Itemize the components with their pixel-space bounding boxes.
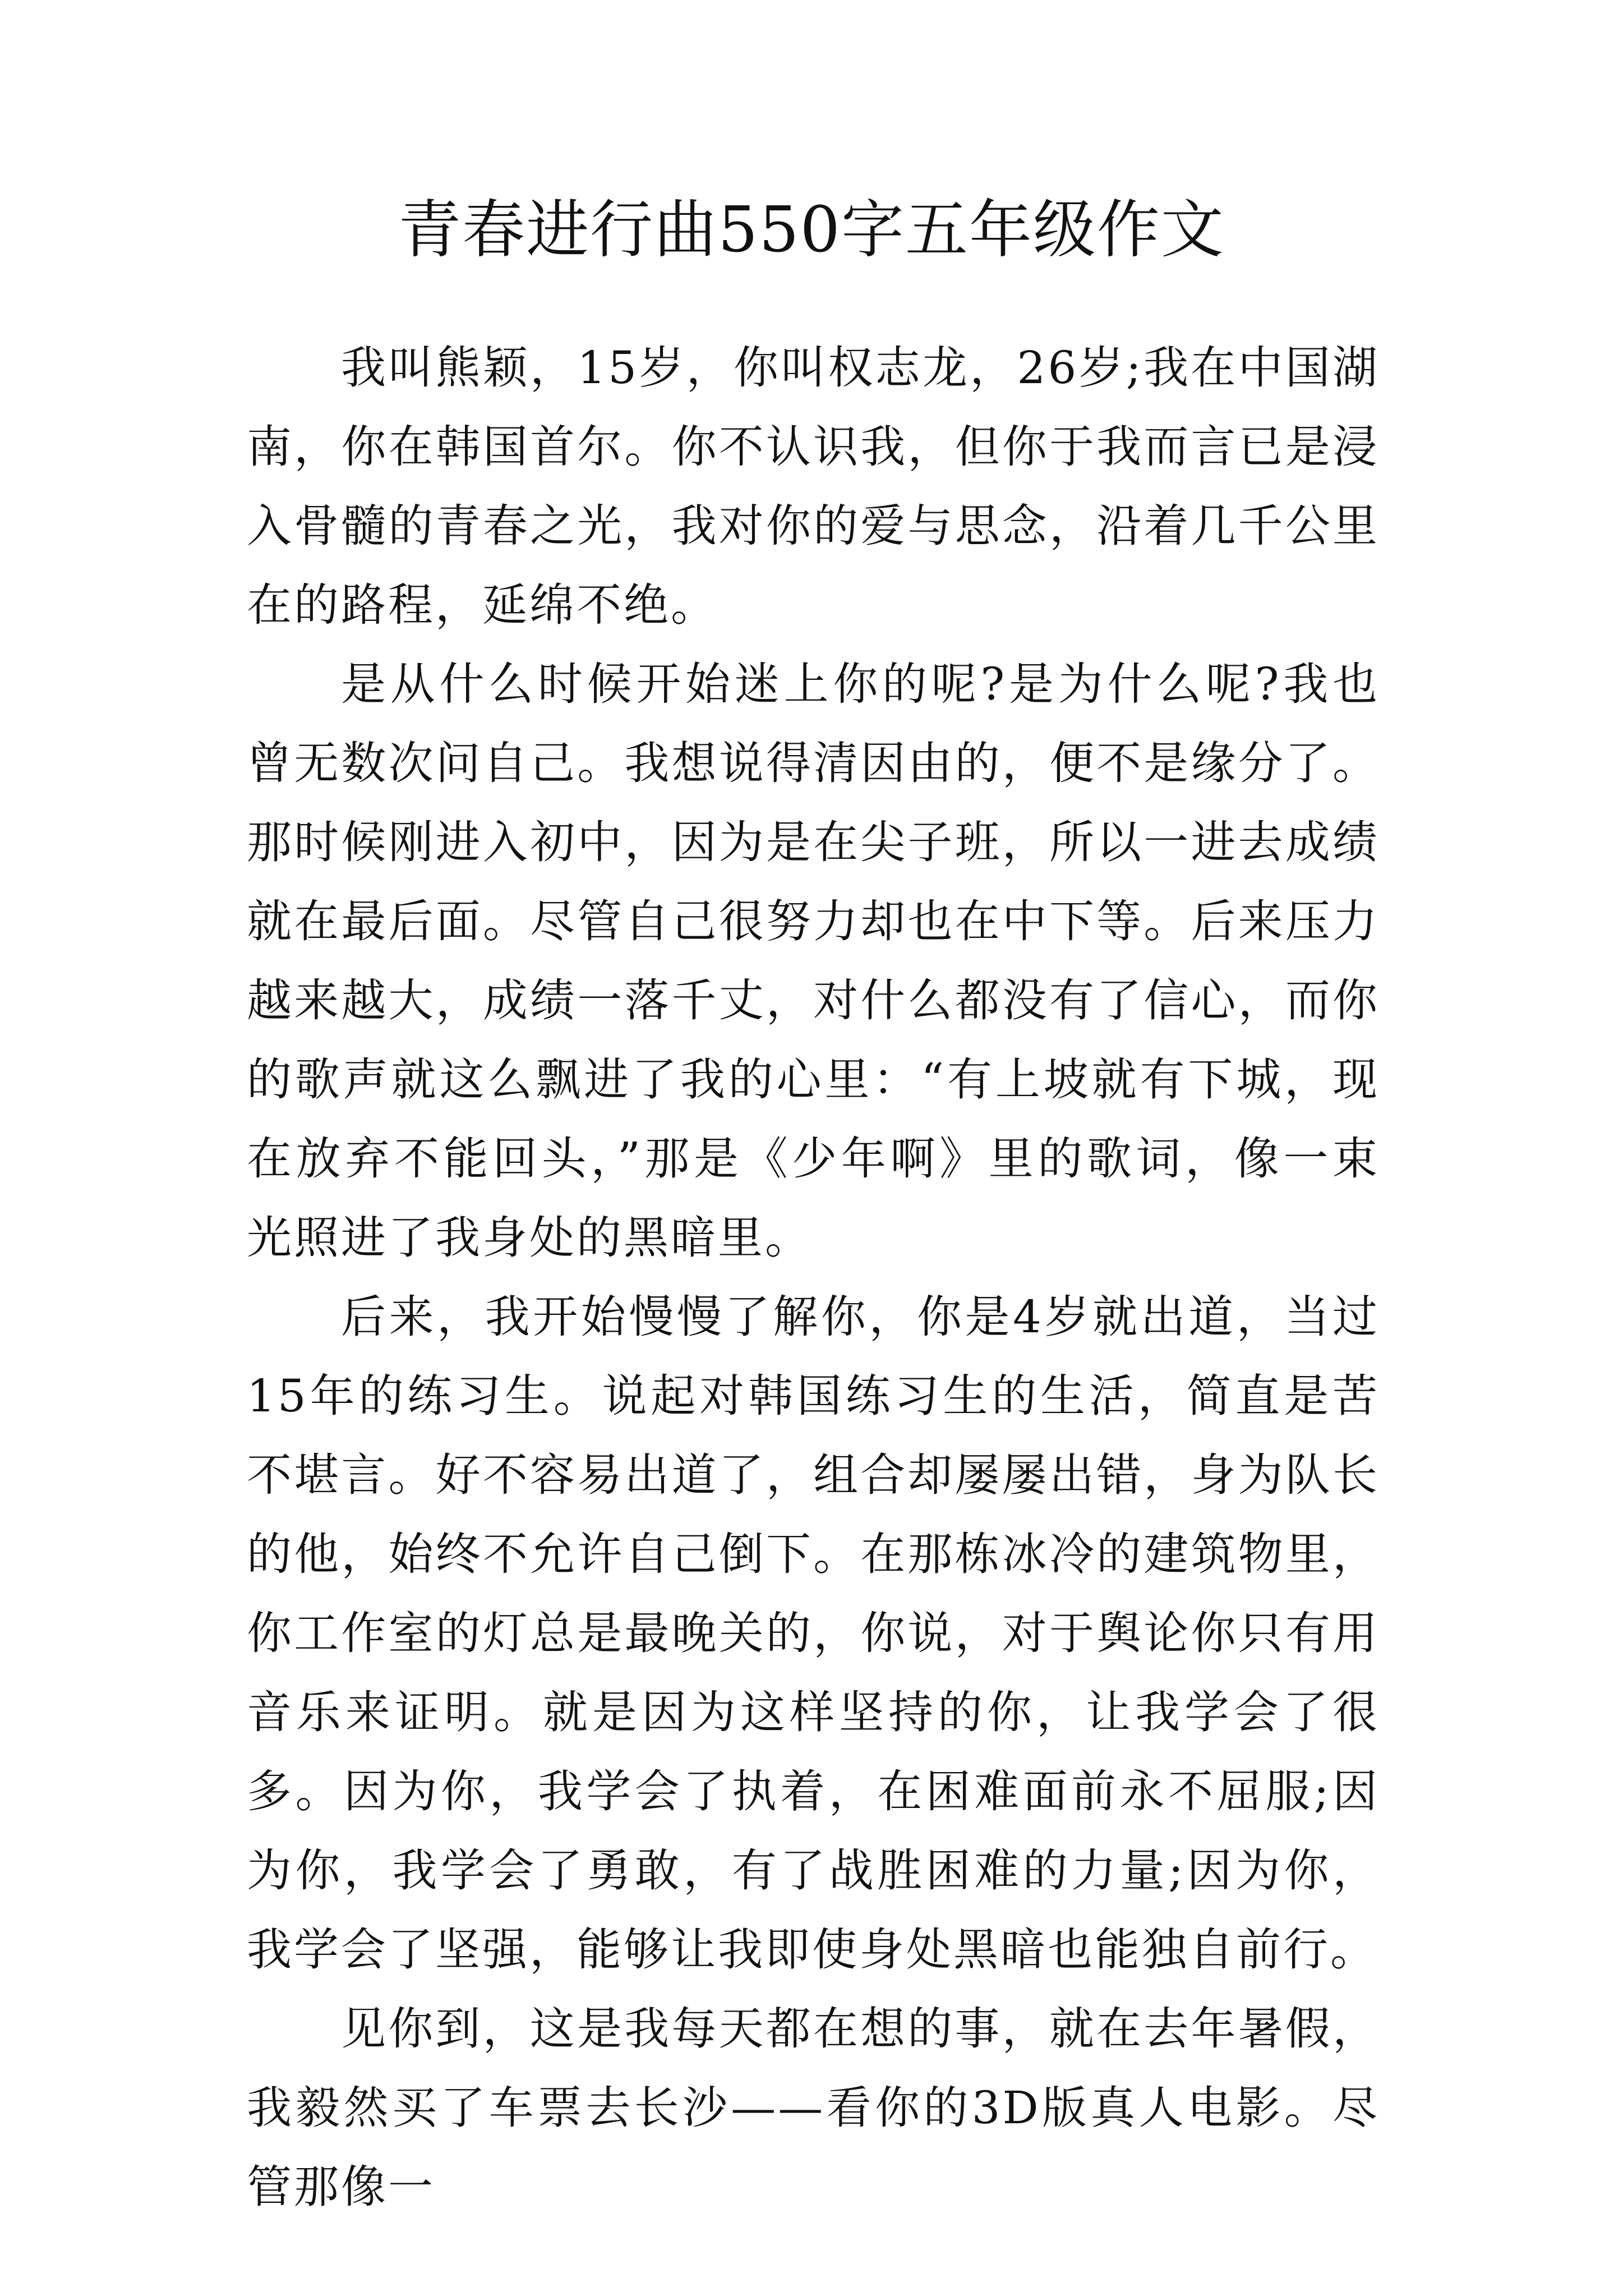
paragraph-4: 见你到，这是我每天都在想的事，就在去年暑假，我毅然买了车票去长沙——看你的3D版真人电影。尽管那像一 bbox=[247, 2003, 1380, 2213]
document-body bbox=[247, 328, 1380, 2226]
paragraph-2: 是从什么时候开始迷上你的呢?是为什么呢?我也曾无数次问自己。我想说得清因由的，便不是缘分了。那时候刚进入初中，因为是在尖子班，所以一进去成绩就在最后面。尽管自己很努力却也在中下等。后来压力越来越大，成绩一落千丈，对什么都没有了信心，而你的歌声就这么飘进了我的心里：“有上坡就有下城，现在放弃不能回头，”那是《少年啊》里的歌词，像一束光照进了我身处的黑暗里。 bbox=[247, 658, 1380, 1264]
document-title: 青春进行曲550字五年级作文 bbox=[398, 194, 1225, 266]
paragraph-1: 我叫熊颖，15岁，你叫权志龙，26岁;我在中国湖南，你在韩国首尔。你不认识我，但你于我而言已是浸入骨髓的青春之光，我对你的爱与思念，沿着几千公里在的路程，延绵不绝。 bbox=[247, 342, 1380, 631]
paragraph-3: 后来，我开始慢慢了解你，你是4岁就出道，当过15年的练习生。说起对韩国练习生的生活，简直是苦不堪言。好不容易出道了，组合却屡屡出错，身为队长的他，始终不允许自己倒下。在那栋冰冷的建筑物里，你工作室的灯总是最晚关的，你说，对于舆论你只有用音乐来证明。就是因为这样坚持的你，让我学会了很多。因为你，我学会了执着，在困难面前永不屈服;因为你，我学会了勇敢，有了战胜困难的力量;因为你，我学会了坚强，能够让我即使身处黑暗也能独自前行。 bbox=[247, 1291, 1380, 1976]
